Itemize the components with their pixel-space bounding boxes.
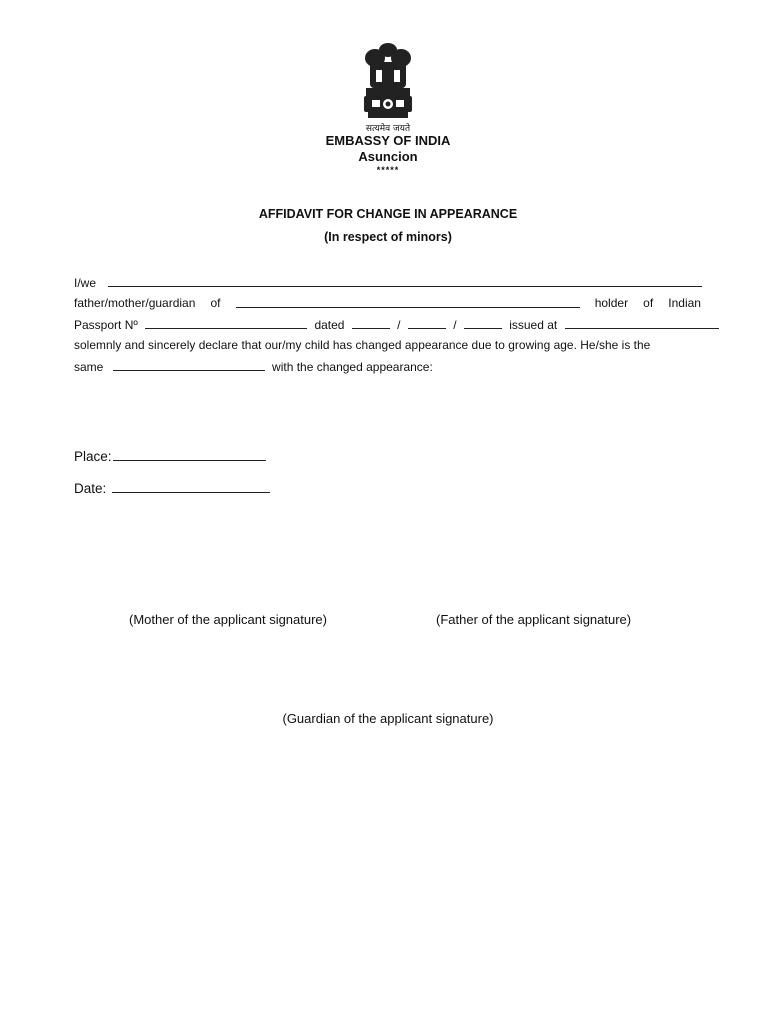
embassy-name: EMBASSY OF INDIA [325, 133, 451, 148]
dated-label: dated [314, 318, 345, 332]
iwe-label: I/we [74, 276, 97, 290]
relation-label: father/mother/guardian [74, 296, 196, 310]
passport-label: Passport Nº [74, 318, 138, 332]
state-emblem-icon [358, 40, 418, 122]
date-field[interactable] [112, 481, 270, 493]
date-year-field[interactable] [464, 317, 502, 329]
relation-line [74, 296, 701, 317]
place-label: Place: [74, 449, 112, 464]
issued-at-field[interactable] [565, 317, 719, 329]
same-label: same [74, 360, 104, 374]
date-day-field[interactable] [352, 317, 390, 329]
of-label-2: of [643, 296, 654, 310]
of-label: of [210, 296, 221, 310]
father-signature-label: (Father of the applicant signature) [436, 612, 632, 627]
child-name-field[interactable] [236, 296, 580, 308]
document-title: AFFIDAVIT FOR CHANGE IN APPEARANCE [258, 207, 518, 221]
date-label: Date: [74, 481, 111, 496]
indian-label: Indian [668, 296, 701, 310]
document-subtitle: (In respect of minors) [324, 230, 452, 244]
guardian-signature-label: (Guardian of the applicant signature) [282, 711, 494, 726]
declaration-text: solemnly and sincerely declare that our/my child has changed appearance due to growing age. He/she is the [74, 338, 651, 352]
same-line [74, 359, 701, 380]
same-field[interactable] [113, 359, 265, 371]
holder-label: holder [594, 296, 629, 310]
issued-at-label: issued at [509, 318, 558, 332]
emblem-motto: सत्यमेव जयते [365, 124, 411, 134]
passport-line [74, 317, 701, 338]
date-slash-2: / [453, 318, 457, 332]
header-stars: ***** [376, 165, 400, 175]
date-row [74, 481, 270, 496]
date-slash-1: / [397, 318, 401, 332]
declaration-line [74, 338, 701, 359]
mother-signature-label: (Mother of the applicant signature) [129, 612, 327, 627]
place-row [74, 449, 266, 464]
declarant-name-field[interactable] [108, 275, 702, 287]
passport-number-field[interactable] [145, 317, 307, 329]
declarant-line [74, 275, 701, 296]
date-month-field[interactable] [408, 317, 446, 329]
embassy-city: Asuncion [358, 149, 418, 164]
with-changed-label: with the changed appearance: [272, 360, 433, 374]
place-field[interactable] [113, 449, 266, 461]
